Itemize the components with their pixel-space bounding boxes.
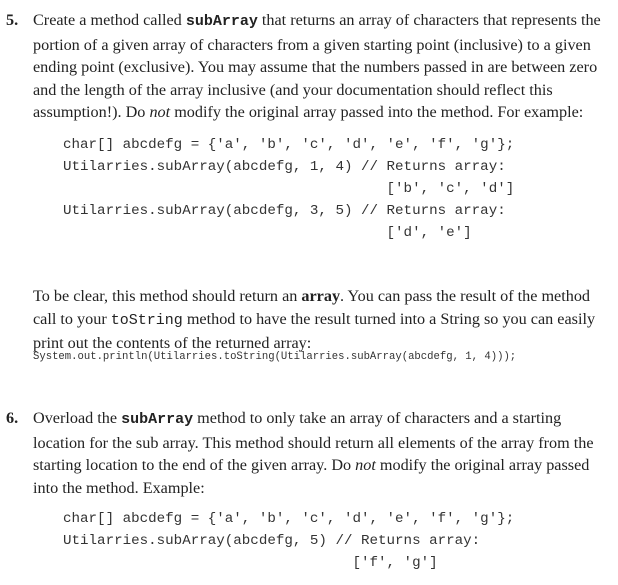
- code-line: Utilarries.subArray(abcdefg, 3, 5) // Returns array:: [63, 203, 506, 219]
- text-run: Overload the: [33, 409, 122, 427]
- text-line: and the length of the array inclusive (and your documentation should reflect this: [33, 80, 553, 99]
- text-line: ending point (exclusive). You may assume that the numbers passed in are between zero: [33, 58, 598, 77]
- code-println-example: System.out.println(Utilarries.toString(Utilarries.subArray(abcdefg, 1, 4)));: [33, 351, 517, 363]
- method-name: subArray: [121, 411, 194, 428]
- question-5-text: [33, 9, 611, 124]
- text-line: into the method. Example:: [33, 478, 205, 497]
- text-run: assumption!). Do: [33, 103, 150, 122]
- question-6-text: [33, 407, 611, 499]
- text-run: . You can pass the result of the method: [340, 287, 591, 305]
- code-line: char[] abcdefg = {'a', 'b', 'c', 'd', 'e', 'f', 'g'};: [63, 511, 515, 527]
- text-line: [33, 11, 601, 29]
- emphasis: not: [355, 456, 376, 475]
- text-line: [33, 103, 583, 121]
- text-run: method to only take an array of characters and a starting: [193, 409, 562, 427]
- code-example-5: [63, 134, 514, 244]
- question-6: [6, 407, 611, 502]
- text-line: [33, 409, 561, 427]
- code-line: char[] abcdefg = {'a', 'b', 'c', 'd', 'e', 'f', 'g'};: [63, 137, 515, 153]
- inline-code: toString: [110, 311, 183, 329]
- text-run: modify the original array passed: [375, 456, 590, 475]
- code-line: ['d', 'e']: [63, 225, 472, 241]
- text-line: [33, 310, 595, 328]
- question-number: 5.: [6, 11, 19, 29]
- code-line: Utilarries.subArray(abcdefg, 1, 4) // Returns array:: [63, 159, 506, 175]
- bold-term: array: [301, 287, 341, 305]
- code-line: ['f', 'g']: [63, 555, 438, 571]
- clarification: [6, 285, 611, 353]
- text-line: [33, 456, 589, 474]
- text-run: that returns an array of characters that represents the: [257, 11, 601, 29]
- code-line: Utilarries.subArray(abcdefg, 5) // Returns array:: [63, 533, 481, 549]
- method-name: subArray: [185, 13, 258, 30]
- question-number: 6.: [6, 409, 19, 427]
- text-run: Create a method called: [33, 11, 186, 29]
- text-run: modify the original array passed into the method. For example:: [170, 103, 584, 122]
- text-line: location for the sub array. This method should return all elements of the array from the: [33, 433, 594, 452]
- text-run: To be clear, this method should return an: [33, 287, 302, 305]
- clarification-text: [33, 285, 611, 355]
- question-5: [6, 9, 611, 134]
- text-line: print out the contents of the returned array:: [33, 334, 312, 353]
- text-run: call to your: [33, 309, 111, 328]
- text-run: starting location to the end of the given array. Do: [33, 456, 356, 475]
- text-run: method to have the result turned into a String so you can easily: [182, 309, 596, 328]
- emphasis: not: [149, 103, 171, 122]
- code-line: ['b', 'c', 'd']: [63, 181, 515, 197]
- text-line: portion of a given array of characters from a given starting point (inclusive) to a given: [33, 35, 591, 54]
- text-line: [33, 287, 590, 305]
- code-example-6: [63, 508, 514, 574]
